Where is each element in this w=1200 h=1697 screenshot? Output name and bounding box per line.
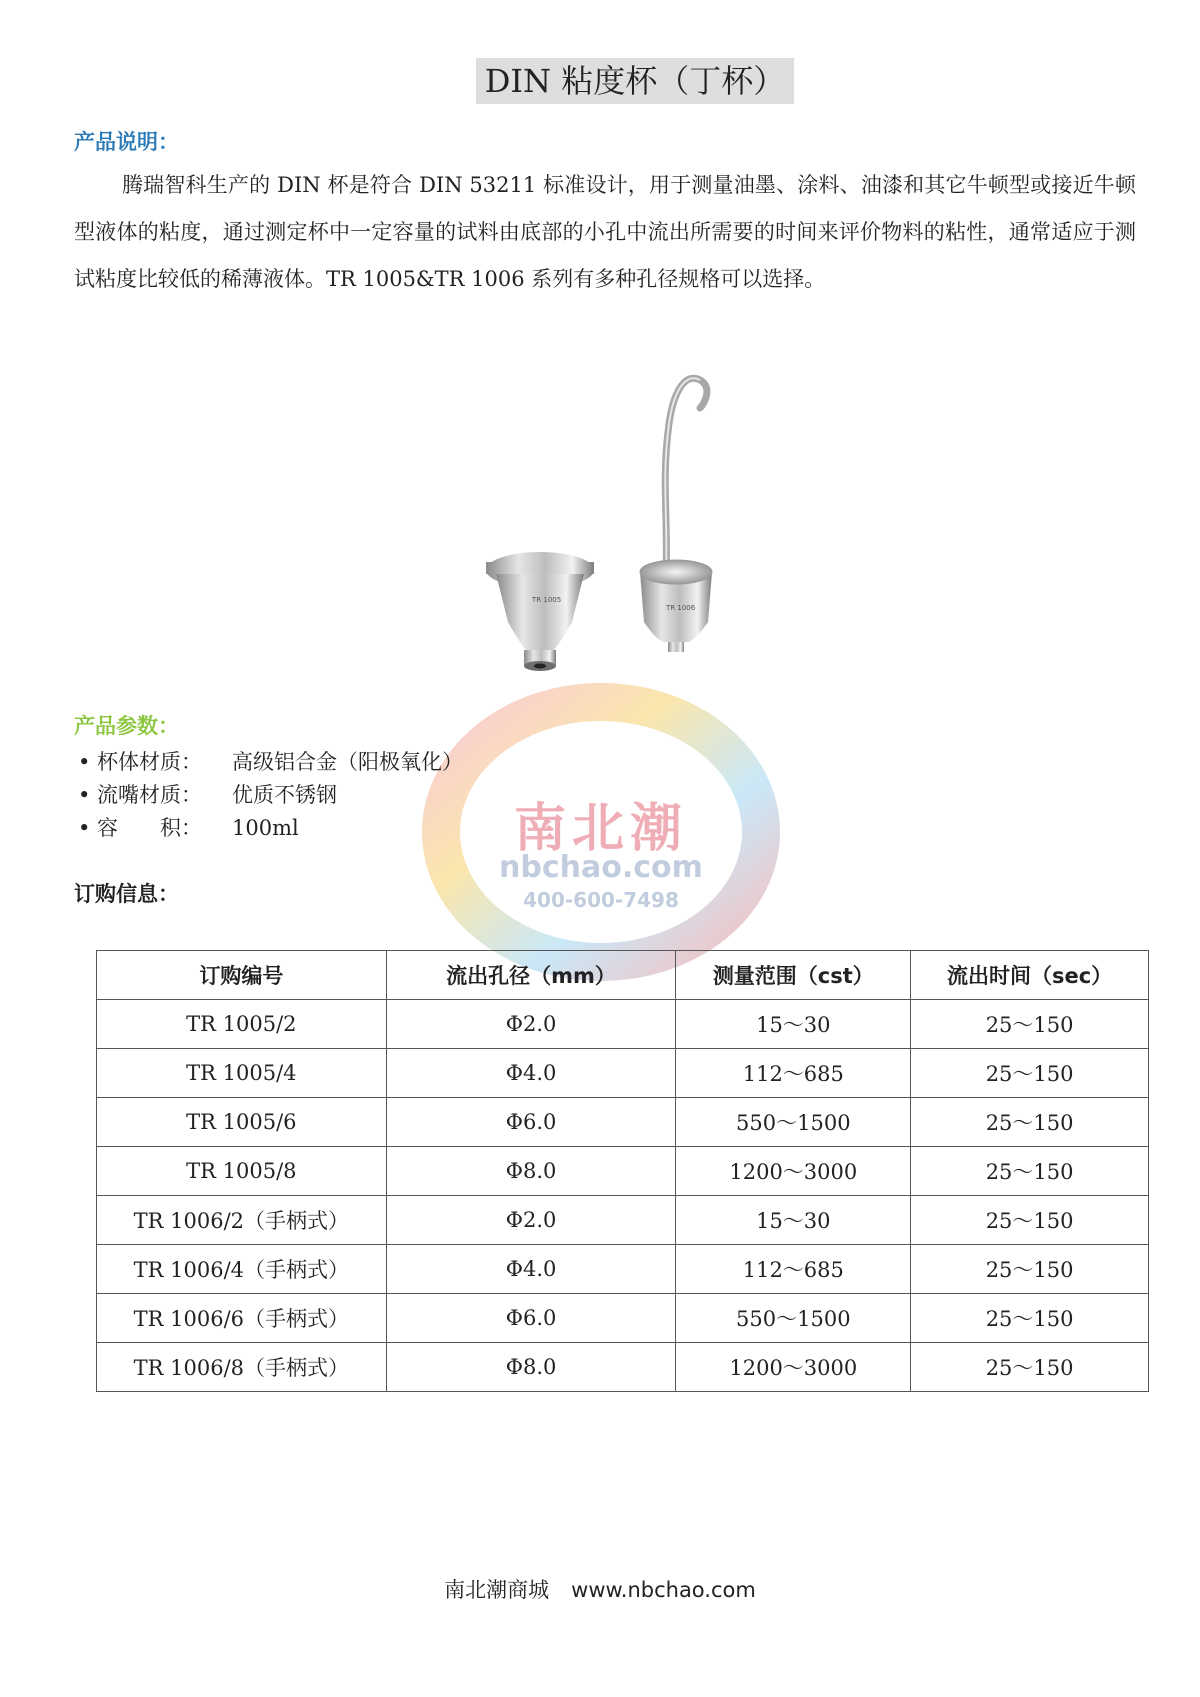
- cell-order-no: TR 1006/2（手柄式）: [97, 1196, 387, 1245]
- cell-orifice: Φ2.0: [386, 1000, 676, 1049]
- cell-range: 550～1500: [676, 1294, 911, 1343]
- col-header-order-no: 订购编号: [97, 951, 387, 1000]
- cell-orifice: Φ2.0: [386, 1196, 676, 1245]
- table-row: [97, 1294, 1149, 1343]
- page-title: DIN 粘度杯（丁杯）: [476, 58, 794, 104]
- cell-range: 112～685: [676, 1245, 911, 1294]
- cell-order-no: TR 1005/2: [97, 1000, 387, 1049]
- page-footer: [0, 1574, 1200, 1604]
- footer-site-name: 南北潮商城: [444, 1578, 550, 1602]
- cell-range: 15～30: [676, 1000, 911, 1049]
- cell-time: 25～150: [911, 1294, 1149, 1343]
- description-paragraph: 腾瑞智科生产的 DIN 杯是符合 DIN 53211 标准设计，用于测量油墨、涂料、油漆和其它牛顿型或接近牛顿型液体的粘度，通过测定杯中一定容量的试料由底部的小孔中流出所需要的时间来评价物料的粘性，通常适应于测试粘度比较低的稀薄液体。TR 1005&TR 1006 系列有多种孔径规格可以选择。: [74, 173, 1136, 291]
- cell-time: 25～150: [911, 1245, 1149, 1294]
- cell-order-no: TR 1005/8: [97, 1147, 387, 1196]
- cell-orifice: Φ4.0: [386, 1245, 676, 1294]
- table-row: [97, 1196, 1149, 1245]
- cell-time: 25～150: [911, 1049, 1149, 1098]
- cell-time: 25～150: [911, 1000, 1149, 1049]
- param-value: 高级铝合金（阳极氧化）: [232, 750, 463, 774]
- col-header-orifice: 流出孔径（mm）: [386, 951, 676, 1000]
- watermark-cn: 南北潮: [513, 799, 688, 859]
- cell-time: 25～150: [911, 1098, 1149, 1147]
- cell-time: 25～150: [911, 1196, 1149, 1245]
- order-heading: 订购信息：: [74, 882, 179, 906]
- col-header-range: 测量范围（cst）: [676, 951, 911, 1000]
- din-cup-image: [480, 372, 760, 672]
- cell-orifice: Φ4.0: [386, 1049, 676, 1098]
- cell-range: 112～685: [676, 1049, 911, 1098]
- cell-range: 15～30: [676, 1196, 911, 1245]
- table-header-row: [97, 951, 1149, 1000]
- cell-time: 25～150: [911, 1147, 1149, 1196]
- cell-orifice: Φ8.0: [386, 1343, 676, 1392]
- params-heading: 产品参数：: [74, 714, 179, 738]
- param-row: [78, 746, 463, 779]
- param-label: • 杯体材质：: [78, 750, 203, 774]
- param-row: [78, 779, 463, 812]
- cell-range: 1200～3000: [676, 1343, 911, 1392]
- footer-url-link[interactable]: www.nbchao.com: [571, 1578, 756, 1602]
- cell-order-no: TR 1005/6: [97, 1098, 387, 1147]
- watermark-en: nbchao.com: [499, 850, 703, 885]
- cup2-mark: TR 1006: [666, 604, 696, 612]
- cell-time: 25～150: [911, 1343, 1149, 1392]
- table-row: [97, 1245, 1149, 1294]
- description-heading: 产品说明：: [74, 130, 179, 154]
- table-row: [97, 1147, 1149, 1196]
- param-row: [78, 812, 463, 845]
- param-value: 100ml: [232, 816, 299, 840]
- cell-order-no: TR 1006/4（手柄式）: [97, 1245, 387, 1294]
- cell-orifice: Φ8.0: [386, 1147, 676, 1196]
- param-value: 优质不锈钢: [232, 783, 337, 807]
- cell-range: 550～1500: [676, 1098, 911, 1147]
- cell-order-no: TR 1006/8（手柄式）: [97, 1343, 387, 1392]
- param-label: • 流嘴材质：: [78, 783, 203, 807]
- table-row: [97, 1049, 1149, 1098]
- watermark-tel: 400-600-7498: [523, 888, 679, 912]
- cell-range: 1200～3000: [676, 1147, 911, 1196]
- cell-order-no: TR 1006/6（手柄式）: [97, 1294, 387, 1343]
- order-table: [96, 950, 1149, 1392]
- table-row: [97, 1343, 1149, 1392]
- cell-orifice: Φ6.0: [386, 1098, 676, 1147]
- product-photo: [480, 372, 760, 672]
- cell-order-no: TR 1005/4: [97, 1049, 387, 1098]
- table-row: [97, 1098, 1149, 1147]
- col-header-time: 流出时间（sec）: [911, 951, 1149, 1000]
- table-row: [97, 1000, 1149, 1049]
- params-list: [78, 746, 463, 845]
- cell-orifice: Φ6.0: [386, 1294, 676, 1343]
- cup1-mark: TR 1005: [532, 596, 562, 604]
- param-label: • 容 积：: [78, 816, 203, 840]
